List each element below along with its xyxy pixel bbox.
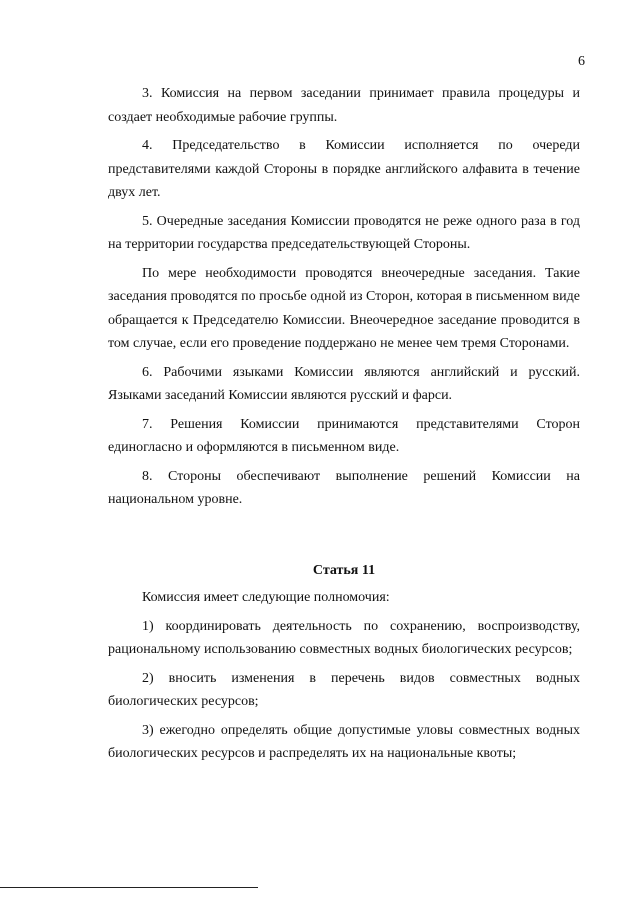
- paragraph-7: 7. Решения Комиссии принимаются представителями Сторон единогласно и оформляются в письменном виде.: [108, 416, 580, 455]
- footnote-divider: [0, 887, 258, 888]
- paragraph-4: 4. Председательство в Комиссии исполняется по очереди представителями каждой Стороны в порядке английского алфавита в течение двух лет.: [108, 138, 580, 200]
- powers-intro: Комиссия имеет следующие полномочия:: [142, 590, 390, 605]
- document-body: [108, 82, 580, 771]
- paragraph-3: 3. Комиссия на первом заседании принимает правила процедуры и создает необходимые рабочие группы.: [108, 86, 580, 125]
- paragraph-extraordinary-sessions: По мере необходимости проводятся внеочередные заседания. Такие заседания проводятся по просьбе одной из Сторон, которая в письменном виде обращается к Председателю Комиссии. Внеочередное заседание проводится в том случае, если его проведение поддержано не менее чем тремя Сторонами.: [108, 265, 580, 351]
- power-item-2: 2) вносить изменения в перечень видов совместных водных биологических ресурсов;: [108, 670, 580, 709]
- power-item-1: 1) координировать деятельность по сохранению, воспроизводству, рациональному использованию совместных водных биологических ресурсов;: [108, 618, 580, 657]
- paragraph-5: 5. Очередные заседания Комиссии проводятся не реже одного раза в год на территории государства председательствующей Стороны.: [108, 213, 580, 252]
- paragraph-8: 8. Стороны обеспечивают выполнение решений Комиссии на национальном уровне.: [108, 468, 580, 507]
- article-heading: Статья 11: [312, 562, 376, 578]
- page-number: 6: [578, 54, 585, 69]
- power-item-3: 3) ежегодно определять общие допустимые уловы совместных водных биологических ресурсов и распределять их на национальные квоты;: [108, 722, 580, 761]
- paragraph-6: 6. Рабочими языками Комиссии являются английский и русский. Языками заседаний Комиссии являются русский и фарси.: [108, 364, 580, 403]
